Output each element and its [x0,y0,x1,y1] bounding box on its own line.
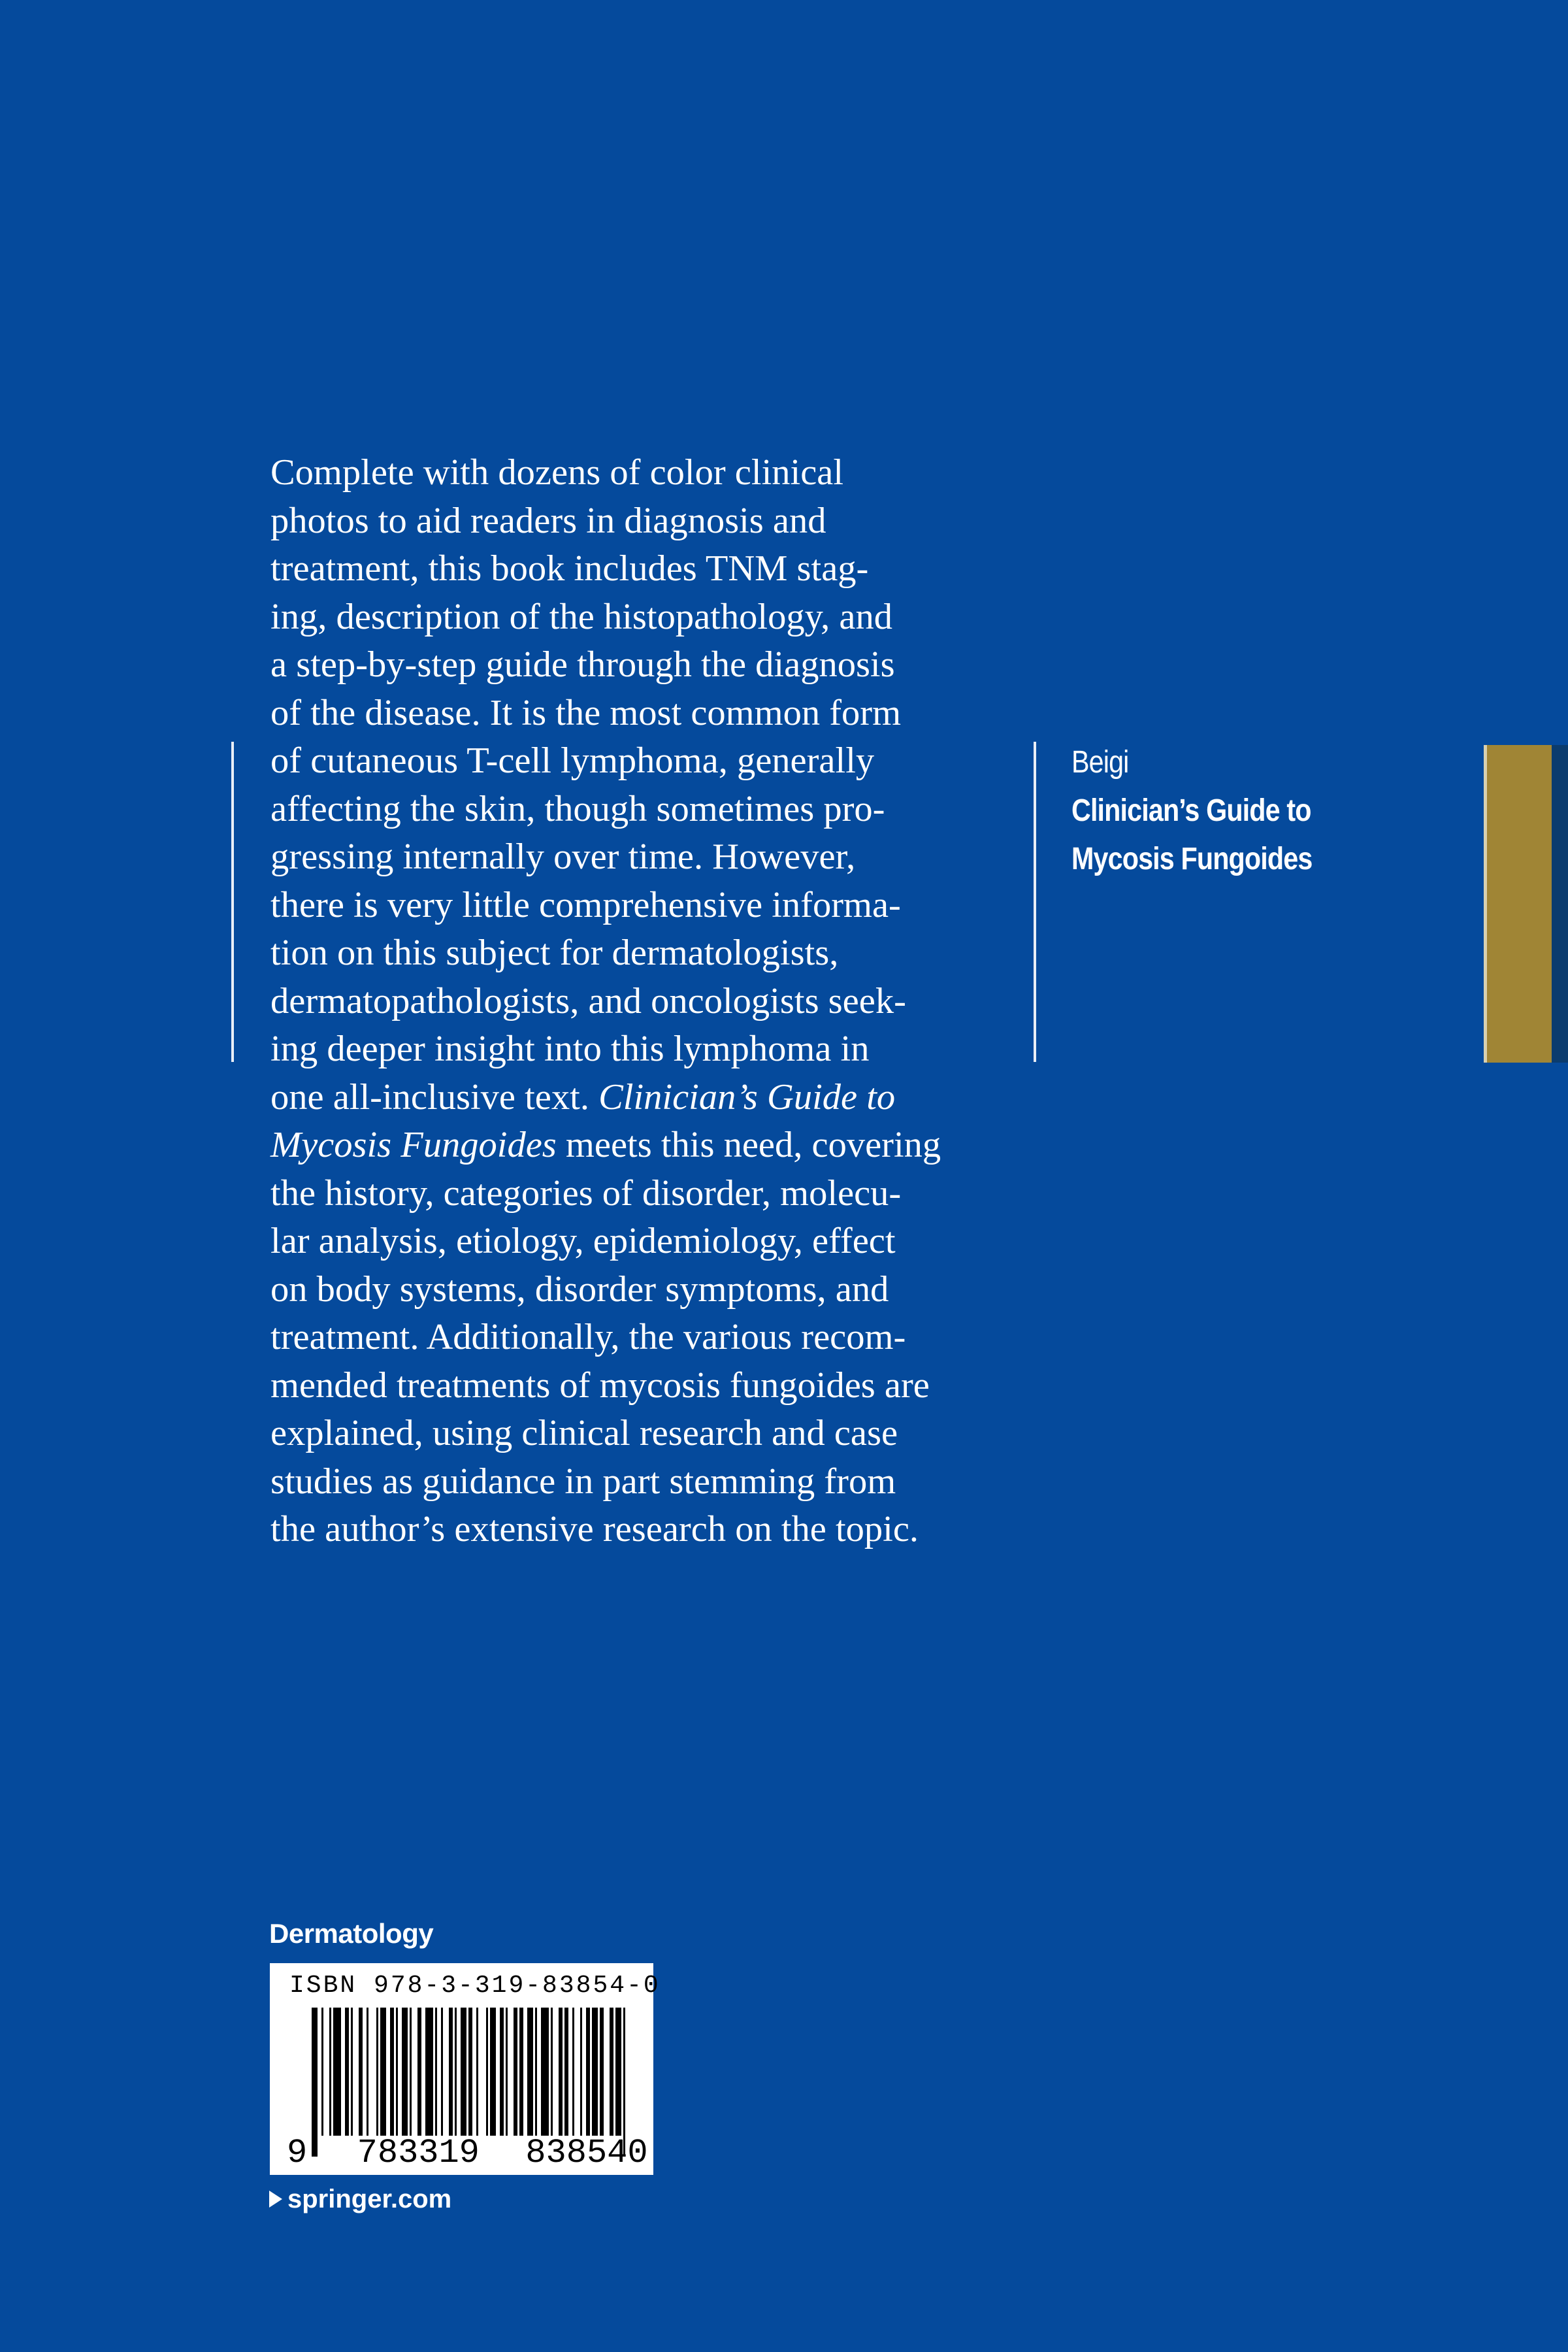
description-line: lar analysis, etiology, epidemiology, effect [270,1221,896,1261]
barcode-right-digits: 838540 [525,2134,648,2172]
book-title-line: Mycosis Fungoides [1071,842,1313,876]
barcode-left-digits: 783319 [357,2134,480,2172]
website-label: springer.com [287,2185,452,2213]
barcode-bar [390,2008,394,2136]
barcode-bar [559,2008,563,2136]
barcode-bar [449,2008,453,2136]
description-line: photos to aid readers in diagnosis and [270,500,826,541]
description-line: dermatopathologists, and oncologists seek- [270,980,906,1021]
book-title-italic: Clinician’s Guide to [598,1076,896,1118]
barcode-bar [564,2008,568,2136]
book-description [270,449,1022,1554]
isbn-barcode [270,1963,661,2175]
barcode-bar [476,2008,478,2136]
barcode-bar [410,2008,412,2136]
play-arrow-icon [269,2191,282,2208]
description-line: there is very little comprehensive informa- [270,884,901,925]
barcode-digits [287,2134,648,2172]
description-line: gressing internally over time. However, [270,836,856,877]
barcode-bar [600,2008,604,2136]
barcode-bar [359,2008,363,2136]
barcode-bar [468,2008,472,2136]
gold-color-tab [1484,745,1555,1063]
description-line: treatment. Additionally, the various recom- [270,1317,906,1357]
author-name: Beigi [1071,745,1129,780]
barcode-bar [610,2008,613,2136]
subject-category: Dermatology [269,1918,434,1949]
barcode-bar [417,2008,421,2136]
description-line: tion on this subject for dermatologists, [270,933,839,973]
right-vertical-rule [1034,742,1036,1062]
barcode-bar [519,2008,523,2136]
barcode-bar [461,2008,466,2136]
barcode-bar [506,2008,508,2136]
barcode-bar [425,2008,433,2136]
description-line [270,1074,1022,1122]
description-line: the author’s extensive research on the topic. [270,1509,919,1549]
barcode-bar [321,2008,323,2136]
barcode-bar [586,2008,590,2136]
description-line: affecting the skin, though sometimes pro- [270,788,885,829]
description-line: the history, categories of disorder, molecu- [270,1172,902,1214]
description-line: Complete with dozens of color clinical [270,452,844,493]
description-line: ing, description of the histopathology, and [270,596,892,637]
book-title-line: Clinician’s Guide to [1071,793,1311,828]
barcode-bar [500,2008,504,2136]
barcode-bar [435,2008,437,2136]
description-text: meets this need, covering [565,1125,941,1165]
barcode-bar [486,2008,488,2136]
description-line: on body systems, disorder symptoms, and [270,1268,889,1310]
barcode-bar [514,2008,517,2136]
book-title-italic: Mycosis Fungoides [270,1125,557,1165]
barcode-bar [402,2008,408,2136]
description-line: ing deeper insight into this lymphoma in [270,1029,870,1069]
barcode-bar [551,2008,553,2136]
tab-edge [1552,745,1568,1063]
isbn-label: ISBN 978-3-319-83854-0 [289,1972,661,2000]
barcode-bar [592,2008,598,2136]
barcode-bar [455,2008,457,2136]
barcode-bar [615,2008,621,2136]
barcode-bar [351,2008,353,2136]
barcode-bar [541,2008,549,2136]
barcode-bar [333,2008,341,2136]
left-vertical-rule [231,742,234,1062]
description-line: of the disease. It is the most common form [270,692,902,733]
barcode-bar [345,2008,349,2136]
barcode-bar [580,2008,582,2136]
barcode-bar [490,2008,496,2136]
barcode-bar [380,2008,386,2136]
description-line [270,1121,1022,1170]
barcode-bar [396,2008,398,2136]
description-text: one all-inclusive text. [270,1076,589,1118]
description-line: explained, using clinical research and case [270,1413,898,1453]
description-line: of cutaneous T-cell lymphoma, generally [270,740,875,781]
publisher-website[interactable] [269,2181,451,2217]
barcode-bar [376,2008,378,2136]
barcode-bar [527,2008,533,2136]
book-title [1071,787,1312,884]
barcode-bar [441,2008,443,2136]
barcode-bar [572,2008,574,2136]
description-line: studies as guidance in part stemming from [270,1461,896,1502]
barcode-bar [329,2008,331,2136]
description-line: treatment, this book includes TNM stag- [270,548,869,589]
description-line: mended treatments of mycosis fungoides are [270,1365,930,1406]
barcode-bar [367,2008,368,2136]
description-line: a step-by-step guide through the diagnosis [270,644,895,685]
barcode-bar [535,2008,537,2136]
barcode-first-digit: 9 [287,2134,308,2172]
